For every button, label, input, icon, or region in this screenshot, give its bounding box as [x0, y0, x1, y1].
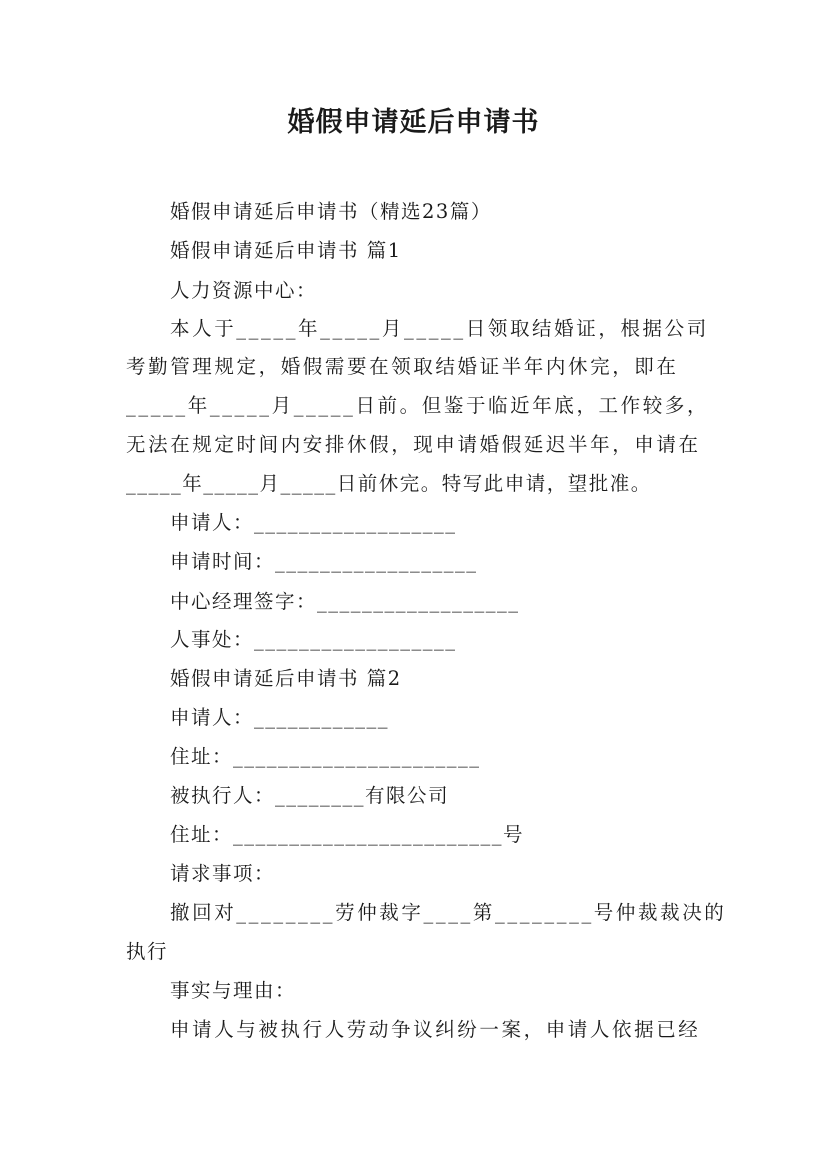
application-date-field: 申请时间：__________________: [170, 550, 478, 573]
body-line: 撤回对________劳仲裁字____第________号仲裁裁决的: [170, 901, 727, 924]
body-line: 无法在规定时间内安排休假，现申请婚假延迟半年，申请在: [126, 433, 701, 456]
respondent-field: 被执行人：________有限公司: [170, 784, 450, 807]
hr-department-field: 人事处：__________________: [170, 628, 457, 651]
applicant-field: 申请人：____________: [170, 706, 390, 729]
address-field: 住址：______________________: [170, 745, 481, 768]
manager-signature-field: 中心经理签字：__________________: [170, 590, 520, 613]
salutation: 人力资源中心：: [170, 279, 318, 302]
claims-heading: 请求事项：: [170, 862, 276, 885]
facts-heading: 事实与理由：: [170, 979, 297, 1002]
applicant-field: 申请人：__________________: [170, 511, 457, 534]
body-line: 申请人与被执行人劳动争议纠纷一案，申请人依据已经: [170, 1018, 701, 1041]
section-heading-2: 婚假申请延后申请书 篇2: [170, 667, 402, 690]
address-field: 住址：________________________号: [170, 823, 525, 846]
document-title: 婚假申请延后申请书: [287, 107, 540, 138]
body-line: _____年_____月_____日前。但鉴于临近年底，工作较多，: [126, 394, 710, 417]
body-line: _____年_____月_____日前休完。特写此申请，望批准。: [126, 472, 652, 495]
section-heading-1: 婚假申请延后申请书 篇1: [170, 239, 402, 262]
body-line: 执行: [126, 940, 169, 963]
subtitle-line: 婚假申请延后申请书（精选23篇）: [170, 200, 492, 223]
body-line: 考勤管理规定，婚假需要在领取结婚证半年内休完，即在: [126, 355, 679, 378]
body-line: 本人于_____年_____月_____日领取结婚证，根据公司: [170, 317, 709, 340]
